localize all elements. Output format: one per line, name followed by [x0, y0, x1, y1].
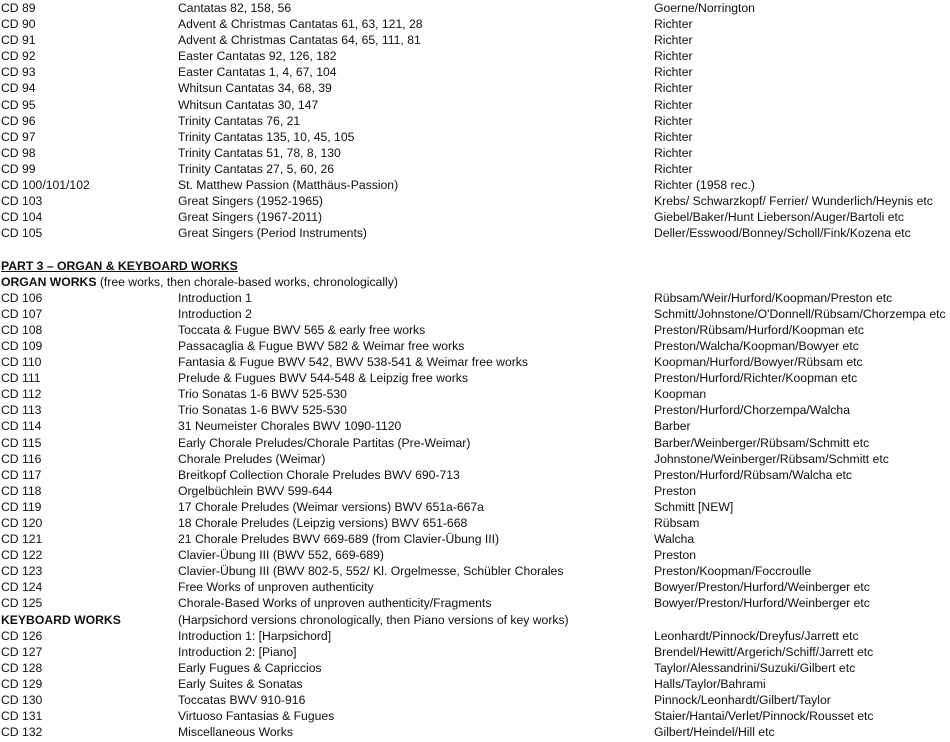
list-item	[0, 467, 950, 483]
cd-number: CD 104	[1, 210, 43, 225]
cd-performers: Preston/Rübsam/Hurford/Koopman etc	[654, 322, 864, 337]
cd-performers: Rübsam	[654, 516, 700, 530]
cd-title: Orgelbüchlein BWV 599-644	[178, 483, 333, 498]
cd-title: Easter Cantatas 92, 126, 182	[178, 49, 337, 64]
list-item	[0, 628, 950, 644]
cd-title: Miscellaneous Works	[178, 725, 293, 740]
list-item	[0, 322, 950, 338]
cd-number: CD 89	[1, 1, 36, 15]
cd-performers: Preston/Koopman/Foccroulle	[654, 564, 812, 579]
cd-performers: Richter	[654, 113, 693, 128]
list-item	[0, 209, 950, 225]
list-item	[0, 435, 950, 451]
section-spacer	[0, 241, 950, 257]
list-item	[0, 547, 950, 563]
cd-title: St. Matthew Passion (Matthäus-Passion)	[178, 178, 399, 193]
cd-title: Trinity Cantatas 51, 78, 8, 130	[178, 145, 341, 160]
list-item	[0, 660, 950, 676]
part3-heading-row	[0, 258, 950, 274]
cd-title: Great Singers (1967-2011)	[178, 210, 323, 225]
cd-number: CD 108	[1, 322, 43, 337]
keyboard-heading-note: (Harpsichord versions chronologically, then Piano versions of key works)	[178, 612, 569, 627]
keyboard-heading-label: KEYBOARD WORKS	[1, 612, 121, 627]
cd-title: 31 Neumeister Chorales BWV 1090-1120	[178, 419, 402, 434]
cd-title: Trio Sonatas 1-6 BWV 525-530	[178, 387, 347, 402]
cd-performers: Gilbert/Heindel/Hill etc	[654, 725, 775, 740]
cd-number: CD 117	[1, 467, 42, 482]
cd-number: CD 105	[1, 226, 43, 241]
list-item	[0, 306, 950, 322]
cd-number: CD 123	[1, 564, 43, 579]
cd-performers: Preston	[654, 483, 697, 498]
cd-number: CD 94	[1, 81, 36, 96]
list-item	[0, 595, 950, 611]
cd-title: Whitsun Cantatas 34, 68, 39	[178, 81, 332, 96]
cd-performers: Deller/Esswood/Bonney/Scholl/Fink/Kozena etc	[654, 226, 911, 241]
list-item	[0, 48, 950, 64]
cd-title: Advent & Christmas Cantatas 61, 63, 121, 28	[178, 17, 423, 32]
cd-performers: Richter	[654, 97, 693, 112]
keyboard-section	[0, 628, 950, 741]
cd-number: CD 125	[1, 596, 43, 611]
cd-title: Great Singers (1952-1965)	[178, 194, 323, 209]
cd-title: Early Chorale Preludes/Chorale Partitas (Pre-Weimar)	[178, 435, 471, 450]
cd-title: Fantasia & Fugue BWV 542, BWV 538-541 & Weimar free works	[178, 355, 528, 370]
list-item	[0, 402, 950, 418]
list-item	[0, 451, 950, 467]
cd-number: CD 132	[1, 725, 43, 740]
list-item	[0, 370, 950, 386]
cd-performers: Halls/Taylor/Bahrami	[654, 676, 766, 691]
cd-number: CD 91	[1, 33, 36, 48]
cd-title: Clavier-Übung III (BWV 802-5, 552/ Kl. Orgelmesse, Schübler Chorales	[178, 564, 564, 579]
list-item	[0, 290, 950, 306]
cd-performers: Pinnock/Leonhardt/Gilbert/Taylor	[654, 693, 831, 708]
cd-performers: Barber	[654, 419, 691, 434]
list-item	[0, 193, 950, 209]
cd-performers: Staier/Hantai/Verlet/Pinnock/Rousset etc	[654, 709, 874, 724]
cd-performers: Brendel/Hewitt/Argerich/Schiff/Jarrett etc	[654, 644, 874, 659]
cd-number: CD 114	[1, 419, 42, 434]
cd-performers: Leonhardt/Pinnock/Dreyfus/Jarrett etc	[654, 628, 859, 643]
cd-performers: Richter	[654, 129, 693, 144]
cd-title: Trio Sonatas 1-6 BWV 525-530	[178, 403, 347, 418]
cd-performers: Johnstone/Weinberger/Rübsam/Schmitt etc	[654, 451, 889, 466]
cd-title: Breitkopf Collection Chorale Preludes BWV 690-713	[178, 467, 460, 482]
list-item	[0, 531, 950, 547]
cd-title: Passacaglia & Fugue BWV 582 & Weimar free works	[178, 338, 465, 353]
cd-title: Early Fugues & Capriccios	[178, 660, 322, 675]
list-item	[0, 177, 950, 193]
cd-title: 18 Chorale Preludes (Leipzig versions) BWV 651-668	[178, 516, 468, 530]
cd-number: CD 93	[1, 65, 36, 80]
cd-number: CD 99	[1, 161, 36, 176]
cd-performers: Krebs/ Schwarzkopf/ Ferrier/ Wunderlich/Heynis etc	[654, 194, 933, 209]
cd-performers: Richter	[654, 17, 693, 32]
cd-performers: Taylor/Alessandrini/Suzuki/Gilbert etc	[654, 660, 856, 675]
list-item	[0, 708, 950, 724]
cd-number: CD 131	[1, 709, 43, 724]
cd-number: CD 126	[1, 628, 43, 643]
list-item	[0, 386, 950, 402]
cd-title: Chorale Preludes (Weimar)	[178, 451, 326, 466]
list-item	[0, 563, 950, 579]
list-item	[0, 338, 950, 354]
list-item	[0, 499, 950, 515]
list-item	[0, 129, 950, 145]
part3-heading: PART 3 – ORGAN & KEYBOARD WORKS	[1, 258, 238, 273]
cd-performers: Bowyer/Preston/Hurford/Weinberger etc	[654, 596, 870, 611]
cd-title: Free Works of unproven authenticity	[178, 580, 374, 595]
list-item	[0, 64, 950, 80]
cd-performers: Schmitt/Johnstone/O'Donnell/Rübsam/Chorzempa etc	[654, 306, 946, 321]
list-item	[0, 161, 950, 177]
cd-performers: Richter	[654, 49, 693, 64]
cd-number: CD 111	[1, 371, 41, 386]
cd-number: CD 130	[1, 693, 43, 708]
cd-performers: Koopman/Hurford/Bowyer/Rübsam etc	[654, 355, 863, 370]
organ-heading-note: (free works, then chorale-based works, chronologically)	[96, 274, 398, 289]
cd-performers: Bowyer/Preston/Hurford/Weinberger etc	[654, 580, 870, 595]
list-item	[0, 354, 950, 370]
list-item	[0, 483, 950, 499]
list-item	[0, 32, 950, 48]
list-item	[0, 225, 950, 241]
cd-number: CD 120	[1, 516, 43, 530]
cd-number: CD 119	[1, 499, 42, 514]
list-item	[0, 113, 950, 129]
cd-number: CD 121	[1, 532, 43, 547]
cd-title: Trinity Cantatas 27, 5, 60, 26	[178, 161, 335, 176]
cd-title: Easter Cantatas 1, 4, 67, 104	[178, 65, 337, 80]
cd-performers: Schmitt [NEW]	[654, 499, 734, 514]
list-item	[0, 676, 950, 692]
cd-performers: Richter	[654, 33, 693, 48]
cd-performers: Walcha	[654, 532, 695, 547]
cd-number: CD 127	[1, 644, 43, 659]
cd-performers: Koopman	[654, 387, 707, 402]
cd-number: CD 110	[1, 355, 42, 370]
cd-title: Great Singers (Period Instruments)	[178, 226, 367, 241]
cd-number: CD 116	[1, 451, 42, 466]
cd-number: CD 122	[1, 548, 43, 563]
cd-title: Whitsun Cantatas 30, 147	[178, 97, 319, 112]
cd-number: CD 95	[1, 97, 36, 112]
list-item	[0, 145, 950, 161]
cd-performers: Preston/Walcha/Koopman/Bowyer etc	[654, 338, 859, 353]
cd-performers: Giebel/Baker/Hunt Lieberson/Auger/Bartoli etc	[654, 210, 904, 225]
keyboard-heading-row	[0, 612, 950, 628]
cd-title: Introduction 2	[178, 306, 252, 321]
cd-title: Cantatas 82, 158, 56	[178, 1, 292, 15]
cd-number: CD 90	[1, 17, 36, 32]
cd-performers: Rübsam/Weir/Hurford/Koopman/Preston etc	[654, 290, 893, 305]
cd-title: Toccata & Fugue BWV 565 & early free works	[178, 322, 426, 337]
cd-number: CD 124	[1, 580, 43, 595]
cd-performers: Preston	[654, 548, 697, 563]
cd-title: Introduction 1: [Harpsichord]	[178, 628, 332, 643]
cd-number: CD 92	[1, 49, 36, 64]
cd-number: CD 128	[1, 660, 43, 675]
organ-heading-row	[0, 274, 950, 290]
cd-number: CD 97	[1, 129, 36, 144]
cd-title: Trinity Cantatas 76, 21	[178, 113, 301, 128]
cd-title: Introduction 1	[178, 290, 252, 305]
cd-performers: Richter	[654, 81, 693, 96]
cd-performers: Barber/Weinberger/Rübsam/Schmitt etc	[654, 435, 870, 450]
cd-number: CD 113	[1, 403, 42, 418]
cd-number: CD 118	[1, 483, 42, 498]
cd-performers: Preston/Hurford/Chorzempa/Walcha	[654, 403, 850, 418]
cd-performers: Preston/Hurford/Rübsam/Walcha etc	[654, 467, 853, 482]
cd-title: Toccatas BWV 910-916	[178, 693, 306, 708]
cd-title: 21 Chorale Preludes BWV 669-689 (from Clavier-Übung III)	[178, 532, 500, 547]
list-item	[0, 0, 950, 16]
cd-title: 17 Chorale Preludes (Weimar versions) BWV 651a-667a	[178, 499, 484, 514]
cd-title: Advent & Christmas Cantatas 64, 65, 111, 81	[178, 33, 421, 48]
list-item	[0, 692, 950, 708]
cantata-section	[0, 0, 950, 241]
cd-number: CD 106	[1, 290, 43, 305]
list-item	[0, 724, 950, 740]
cd-number: CD 96	[1, 113, 36, 128]
organ-heading-label: ORGAN WORKS	[1, 274, 97, 289]
list-item	[0, 418, 950, 434]
cd-number: CD 100/101/102	[1, 178, 90, 193]
list-item	[0, 97, 950, 113]
cd-title: Early Suites & Sonatas	[178, 676, 303, 691]
organ-heading	[1, 274, 398, 290]
cd-title: Clavier-Übung III (BWV 552, 669-689)	[178, 548, 384, 563]
cd-number: CD 103	[1, 194, 43, 209]
cd-performers: Richter	[654, 161, 693, 176]
cd-performers: Preston/Hurford/Richter/Koopman etc	[654, 371, 858, 386]
cd-number: CD 112	[1, 387, 42, 402]
cd-title: Virtuoso Fantasias & Fugues	[178, 709, 335, 724]
cd-title: Prelude & Fugues BWV 544-548 & Leipzig free works	[178, 371, 468, 386]
list-item	[0, 579, 950, 595]
cd-title: Trinity Cantatas 135, 10, 45, 105	[178, 129, 355, 144]
cd-number: CD 98	[1, 145, 36, 160]
list-item	[0, 16, 950, 32]
cd-number: CD 109	[1, 338, 43, 353]
organ-section	[0, 290, 950, 612]
cd-number: CD 129	[1, 676, 43, 691]
cd-title: Chorale-Based Works of unproven authenticity/Fragments	[178, 596, 492, 611]
list-item	[0, 515, 950, 531]
cd-performers: Goerne/Norrington	[654, 1, 755, 15]
list-item	[0, 80, 950, 96]
list-item	[0, 644, 950, 660]
cd-number: CD 107	[1, 306, 43, 321]
cd-number: CD 115	[1, 435, 42, 450]
cd-performers: Richter	[654, 65, 693, 80]
cd-performers: Richter	[654, 145, 693, 160]
cd-title: Introduction 2: [Piano]	[178, 644, 297, 659]
cd-performers: Richter (1958 rec.)	[654, 178, 755, 193]
